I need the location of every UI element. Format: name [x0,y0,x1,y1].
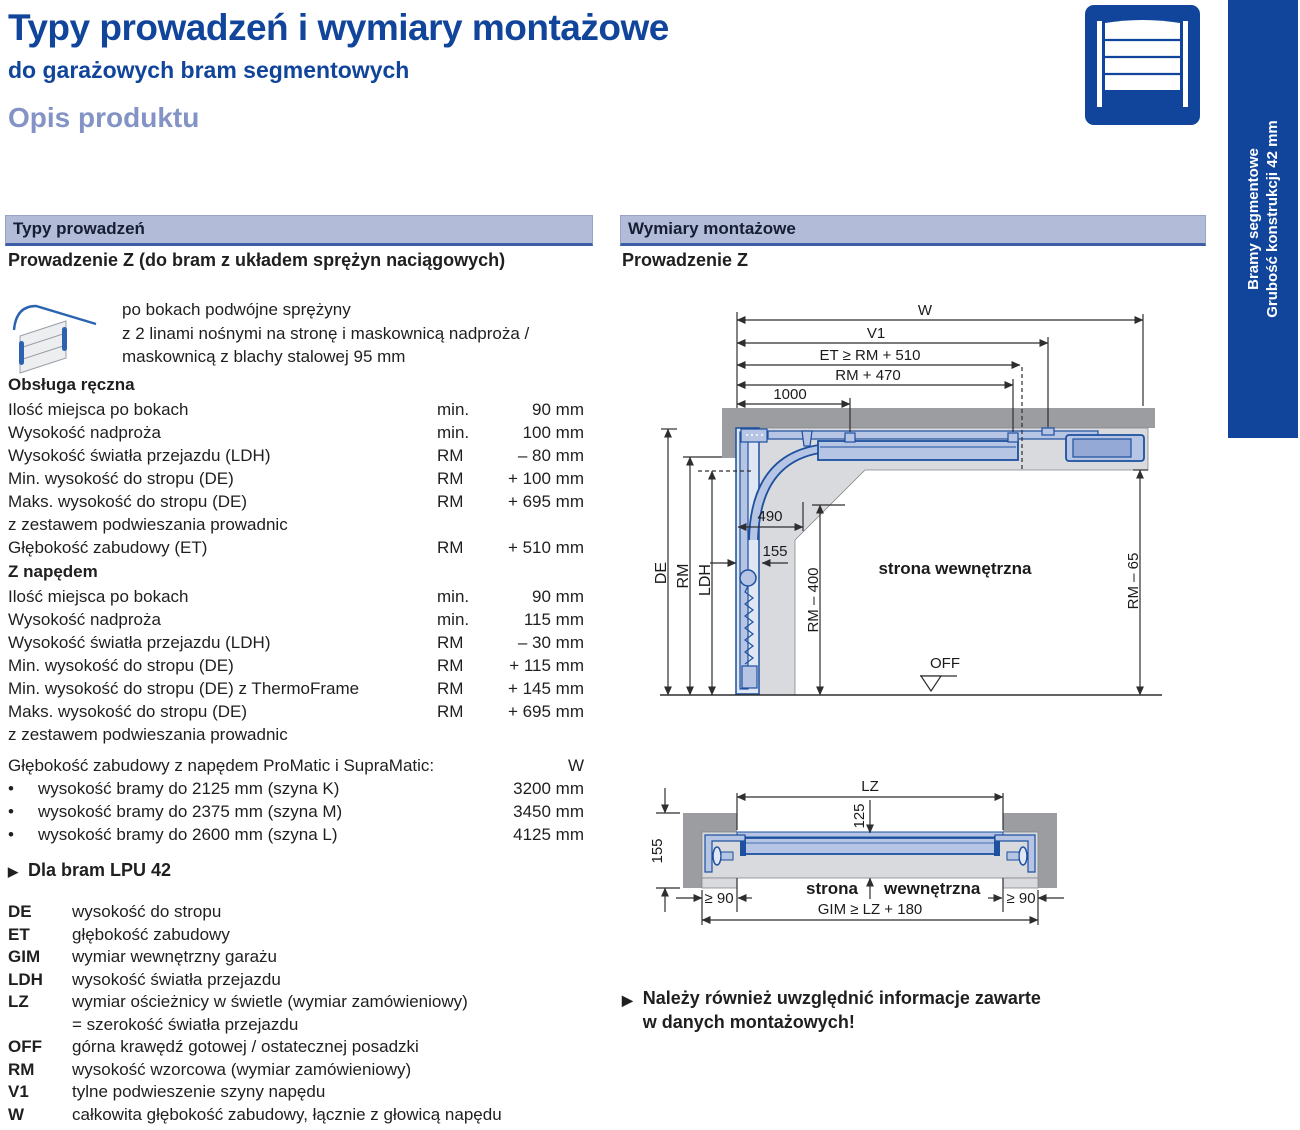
table-row [8,513,584,536]
row-ref: RM [437,492,464,511]
section-bar-track-types: Typy prowadzeń [5,215,593,246]
table-row [8,467,584,490]
row-value: + 115 mm [509,656,584,675]
dim-label-rm65: RM – 65 [1125,552,1142,610]
row-ref: RM [437,702,464,721]
dim-label-lz: LZ [861,778,879,795]
depth-item-value: 3450 mm [513,802,584,821]
dim-label-125: 125 [851,803,868,829]
dim-label-rm400: RM – 400 [805,567,822,633]
track-z-heading: Prowadzenie Z (do bram z układem sprężyn naciągowych) [8,250,506,270]
row-value: 90 mm [532,587,584,606]
row-label: Maks. wysokość do stropu (DE) [8,492,248,511]
bullet-icon: • [8,825,14,844]
mounting-z-heading: Prowadzenie Z [622,250,749,270]
row-ref: RM [437,446,464,465]
table-row [8,608,584,631]
lpu42-text: Dla bram LPU 42 [28,860,172,880]
legend-code: DE [8,902,32,921]
dim-label-1000: 1000 [773,386,807,403]
dim-label-rm: RM [675,563,692,589]
row-label: Ilość miejsca po bokach [8,400,189,419]
dim-label-90-left: ≥ 90 [704,890,734,907]
operator-depth-block [8,754,584,846]
row-value: + 510 mm [507,538,584,557]
row-label: Wysokość nadproża [8,423,161,442]
legend-code: ET [8,924,30,944]
table-row [8,631,584,654]
dim-label-90-right: ≥ 90 [1006,890,1036,907]
row-label: Wysokość światła przejazdu (LDH) [8,446,271,465]
legend-text: tylne podwieszenie szyny napędu [72,1082,326,1101]
row-label: Wysokość światła przejazdu (LDH) [8,633,271,652]
row-label: Min. wysokość do stropu (DE) [8,656,234,675]
dim-label-et: ET ≥ RM + 510 [819,347,921,364]
dim-label-de: DE [653,561,670,585]
inner-side-label-1: strona [806,879,858,898]
legend-text: głębokość zabudowy [72,924,230,944]
legend-row [8,991,584,1036]
table-row [8,444,584,467]
drive-table [8,585,584,746]
legend-code: OFF [8,1037,42,1056]
manual-table-title: Obsługa ręczna [8,375,135,394]
row-label: Min. wysokość do stropu (DE) [8,469,234,488]
inner-side-label: strona wewnętrzna [878,559,1032,578]
depth-item-value: 3200 mm [513,779,584,798]
depth-item [8,777,584,800]
table-row [8,700,584,723]
legend-text [72,991,584,1036]
legend-code: V1 [8,1082,29,1101]
intro-line: po bokach podwójne sprężyny [122,300,351,319]
tilted-door-icon [8,296,100,376]
row-value: + 145 mm [507,679,584,698]
dim-label-155: 155 [649,838,666,864]
table-row [8,654,584,677]
dim-label-w: W [917,302,933,319]
dim-label-490: 490 [757,508,783,525]
sectional-door-icon [1085,5,1200,125]
section-title: Opis produktu [8,102,200,133]
pointer-triangle-icon: ▶ [622,992,633,1008]
legend-code: GIM [8,947,41,966]
row-value: – 80 mm [517,446,584,465]
legend-code: RM [8,1059,35,1079]
table-row [8,490,584,513]
row-ref [437,513,489,536]
legend-text-line2: = szerokość światła przejazdu [72,1014,299,1034]
lpu42-callout [8,860,171,881]
side-section-diagram [620,290,1205,720]
depth-item-label: wysokość bramy do 2375 mm (szyna M) [38,802,343,821]
table-row [8,421,584,444]
dim-label-155: 155 [762,543,788,560]
edge-tab [1228,0,1298,438]
row-value: 115 mm [523,610,584,629]
legend-row [8,1081,584,1104]
edge-tab-text [1244,120,1282,318]
legend-row [8,1104,584,1127]
dim-label-ldh: LDH [697,563,714,597]
mounting-note [622,986,1182,1034]
edge-tab-line2: Grubość konstrukcji 42 mm [1264,120,1282,318]
intro-line: z 2 linami nośnymi na stronę i maskownicą nadproża / [122,323,530,343]
legend-text: górna krawędź gotowej / ostatecznej posadzki [72,1037,419,1056]
track-z-description [122,296,529,376]
row-value: – 30 mm [517,633,584,652]
section-bar-mounting-dimensions: Wymiary montażowe [620,215,1206,246]
depth-value-header: W [567,756,584,775]
bullet-icon: • [8,779,14,798]
row-label: Ilość miejsca po bokach [8,587,189,606]
legend-row [8,924,584,947]
row-ref: RM [437,656,464,675]
row-label: Głębokość zabudowy (ET) [8,538,208,557]
inner-side-label-2: wewnętrzna [884,879,981,898]
table-row [8,536,584,559]
row-label: z zestawem podwieszania prowadnic [8,515,288,534]
row-value: + 695 mm [507,492,584,511]
legend-row [8,1059,584,1082]
row-ref [437,723,489,746]
page-subtitle: do garażowych bram segmentowych [8,57,410,83]
dim-label-gim: GIM ≥ LZ + 180 [817,901,923,918]
row-value: 100 mm [522,423,584,442]
legend-text: wymiar wewnętrzny garażu [72,947,278,966]
row-ref: RM [437,633,464,652]
note-line1: Należy również uwzględnić informacje zawarte [642,988,1041,1008]
row-value: + 695 mm [507,702,584,721]
row-value: + 100 mm [507,469,584,488]
row-value [489,513,584,536]
note-line2: w danych montażowych! [642,1012,855,1032]
row-ref: min. [437,423,470,442]
row-ref: RM [437,538,464,557]
table-row [8,677,584,700]
depth-item-label: wysokość bramy do 2125 mm (szyna K) [38,779,340,798]
legend-text-line1: wymiar ościeżnicy w świetle (wymiar zamówieniowy) [72,992,468,1011]
row-value: 90 mm [532,400,584,419]
table-row [8,585,584,608]
dim-label-rm470: RM + 470 [835,367,901,384]
legend-text: wysokość wzorcowa (wymiar zamówieniowy) [72,1059,412,1079]
row-label: Wysokość nadproża [8,610,161,629]
depth-title: Głębokość zabudowy z napędem ProMatic i SupraMatic: [8,756,435,775]
intro-line: maskownicą z blachy stalowej 95 mm [122,347,406,366]
legend-row [8,946,584,969]
row-value [489,723,584,746]
manual-table [8,398,584,559]
dimension-labels [653,302,1142,672]
legend-row [8,1036,584,1059]
legend-code: LZ [8,992,29,1011]
edge-tab-line1: Bramy segmentowe [1245,148,1263,290]
legend-row [8,901,584,924]
depth-item [8,823,584,846]
legend-text: wysokość do stropu [72,902,222,921]
legend-row [8,969,584,992]
bullet-icon: • [8,802,14,821]
off-label: OFF [930,655,960,672]
table-row [8,398,584,421]
row-label: Maks. wysokość do stropu (DE) [8,702,248,721]
table-row [8,723,584,746]
row-ref: min. [437,587,470,606]
depth-item-value: 4125 mm [513,825,584,844]
row-ref: RM [437,679,464,698]
legend-text: wysokość światła przejazdu [72,969,281,989]
plan-section-diagram [620,753,1205,938]
note-text [643,986,1041,1034]
abbreviation-legend [8,901,584,1126]
depth-header-row [8,754,584,777]
pointer-triangle-icon: ▶ [8,864,18,879]
legend-text: całkowita głębokość zabudowy, łącznie z głowicą napędu [72,1104,502,1124]
depth-item-label: wysokość bramy do 2600 mm (szyna L) [38,825,338,844]
row-label: z zestawem podwieszania prowadnic [8,725,288,744]
row-ref: min. [437,400,470,419]
legend-code: LDH [8,969,43,989]
depth-item [8,800,584,823]
page-title: Typy prowadzeń i wymiary montażowe [8,7,669,48]
dim-label-v1: V1 [866,325,886,342]
row-ref: min. [437,610,470,629]
row-ref: RM [437,469,464,488]
drive-table-title: Z napędem [8,562,98,581]
row-label: Min. wysokość do stropu (DE) z ThermoFrame [8,679,360,698]
legend-code: W [8,1104,25,1124]
track-z-intro [8,296,583,376]
